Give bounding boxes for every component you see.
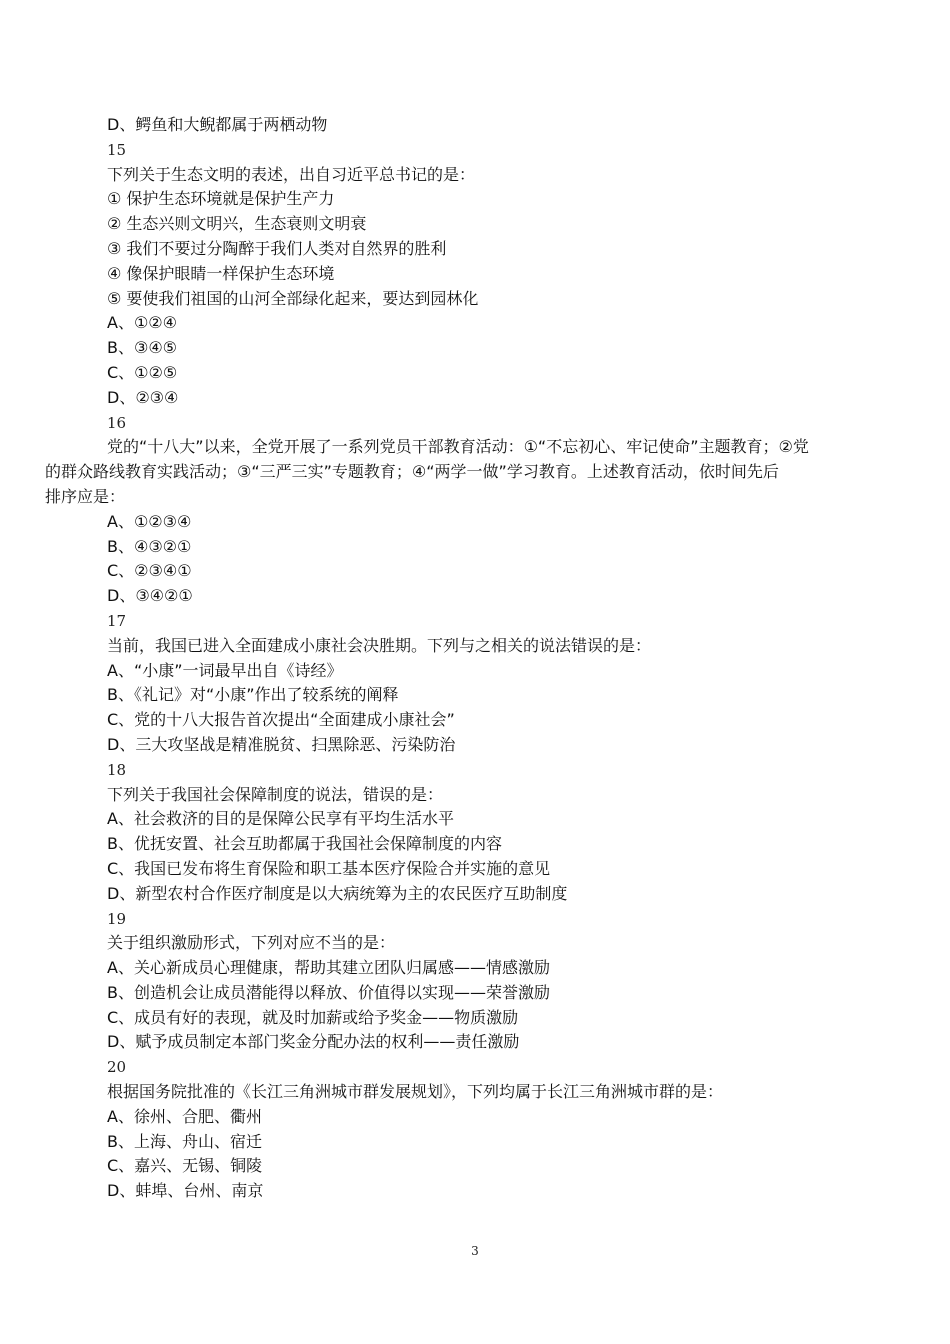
- option-line: A、关心新成员心理健康，帮助其建立团队归属感——情感激励: [107, 958, 550, 978]
- page-content: [45, 113, 877, 1204]
- option-line: D、新型农村合作医疗制度是以大病统筹为主的农民医疗互助制度: [107, 883, 568, 903]
- option-line: B、上海、舟山、宿迁: [107, 1131, 262, 1151]
- option-line: B、④③②①: [107, 536, 192, 556]
- question-stem: 当前，我国已进入全面建成小康社会决胜期。下列与之相关的说法错误的是：: [107, 635, 652, 655]
- option-line: A、徐州、合肥、衢州: [107, 1106, 262, 1126]
- statement-line: ⑤ 要使我们祖国的山河全部绿化起来，要达到园林化: [107, 288, 479, 308]
- option-line: C、①②⑤: [107, 362, 178, 382]
- option-line: D、②③④: [107, 387, 179, 407]
- option-line: B、优抚安置、社会互助都属于我国社会保障制度的内容: [107, 834, 502, 854]
- option-line: A、①②④: [107, 313, 177, 333]
- option-line: A、社会救济的目的是保障公民享有平均生活水平: [107, 809, 454, 829]
- option-line: D、鳄鱼和大鲵都属于两栖动物: [107, 115, 328, 134]
- option-line: D、三大攻坚战是精准脱贫、扫黑除恶、污染防治: [107, 734, 456, 754]
- question-stem-line: 的群众路线教育实践活动；③“三严三实”专题教育；④“两学一做”学习教育。上述教育活动，依时间先后: [45, 462, 779, 482]
- question-number: 18: [107, 760, 127, 779]
- page-number: 3: [471, 1244, 479, 1258]
- option-line: A、“小康”一词最早出自《诗经》: [107, 660, 343, 680]
- option-line: C、我国已发布将生育保险和职工基本医疗保险合并实施的意见: [107, 858, 551, 878]
- option-line: D、蚌埠、台州、南京: [107, 1181, 264, 1201]
- question-stem: 下列关于我国社会保障制度的说法，错误的是：: [107, 784, 444, 804]
- question-number: 19: [107, 909, 127, 928]
- option-line: C、嘉兴、无锡、铜陵: [107, 1156, 263, 1176]
- question-number: 15: [107, 140, 127, 159]
- question-stem: 根据国务院批准的《长江三角洲城市群发展规划》，下列均属于长江三角洲城市群的是：: [107, 1082, 724, 1102]
- option-line: B、《礼记》对“小康”作出了较系统的阐释: [107, 685, 399, 705]
- question-stem-line: 排序应是：: [45, 486, 126, 506]
- option-line: D、赋予成员制定本部门奖金分配办法的权利——责任激励: [107, 1032, 520, 1052]
- statement-line: ① 保护生态环境就是保护生产力: [107, 189, 335, 209]
- option-line: B、创造机会让成员潜能得以释放、价值得以实现——荣誉激励: [107, 982, 550, 1002]
- option-line: B、③④⑤: [107, 338, 178, 358]
- question-stem: 关于组织激励形式，下列对应不当的是：: [107, 933, 396, 953]
- question-number: 16: [107, 413, 127, 432]
- statement-line: ② 生态兴则文明兴，生态衰则文明衰: [107, 214, 367, 234]
- question-number: 20: [107, 1058, 127, 1077]
- question-number: 17: [107, 611, 127, 630]
- question-stem-paragraph: [45, 435, 877, 509]
- question-stem: 下列关于生态文明的表述，出自习近平总书记的是：: [107, 164, 476, 184]
- statement-line: ③ 我们不要过分陶醉于我们人类对自然界的胜利: [107, 238, 447, 258]
- option-line: C、②③④①: [107, 561, 192, 581]
- option-line: A、①②③④: [107, 511, 192, 531]
- statement-line: ④ 像保护眼睛一样保护生态环境: [107, 263, 335, 283]
- option-line: D、③④②①: [107, 586, 193, 606]
- option-line: C、党的十八大报告首次提出“全面建成小康社会”: [107, 710, 455, 730]
- question-stem-line: 党的“十八大”以来，全党开展了一系列党员干部教育活动：①“不忘初心、牢记使命”主题教育；②党: [107, 437, 809, 457]
- option-line: C、成员有好的表现，就及时加薪或给予奖金——物质激励: [107, 1007, 519, 1027]
